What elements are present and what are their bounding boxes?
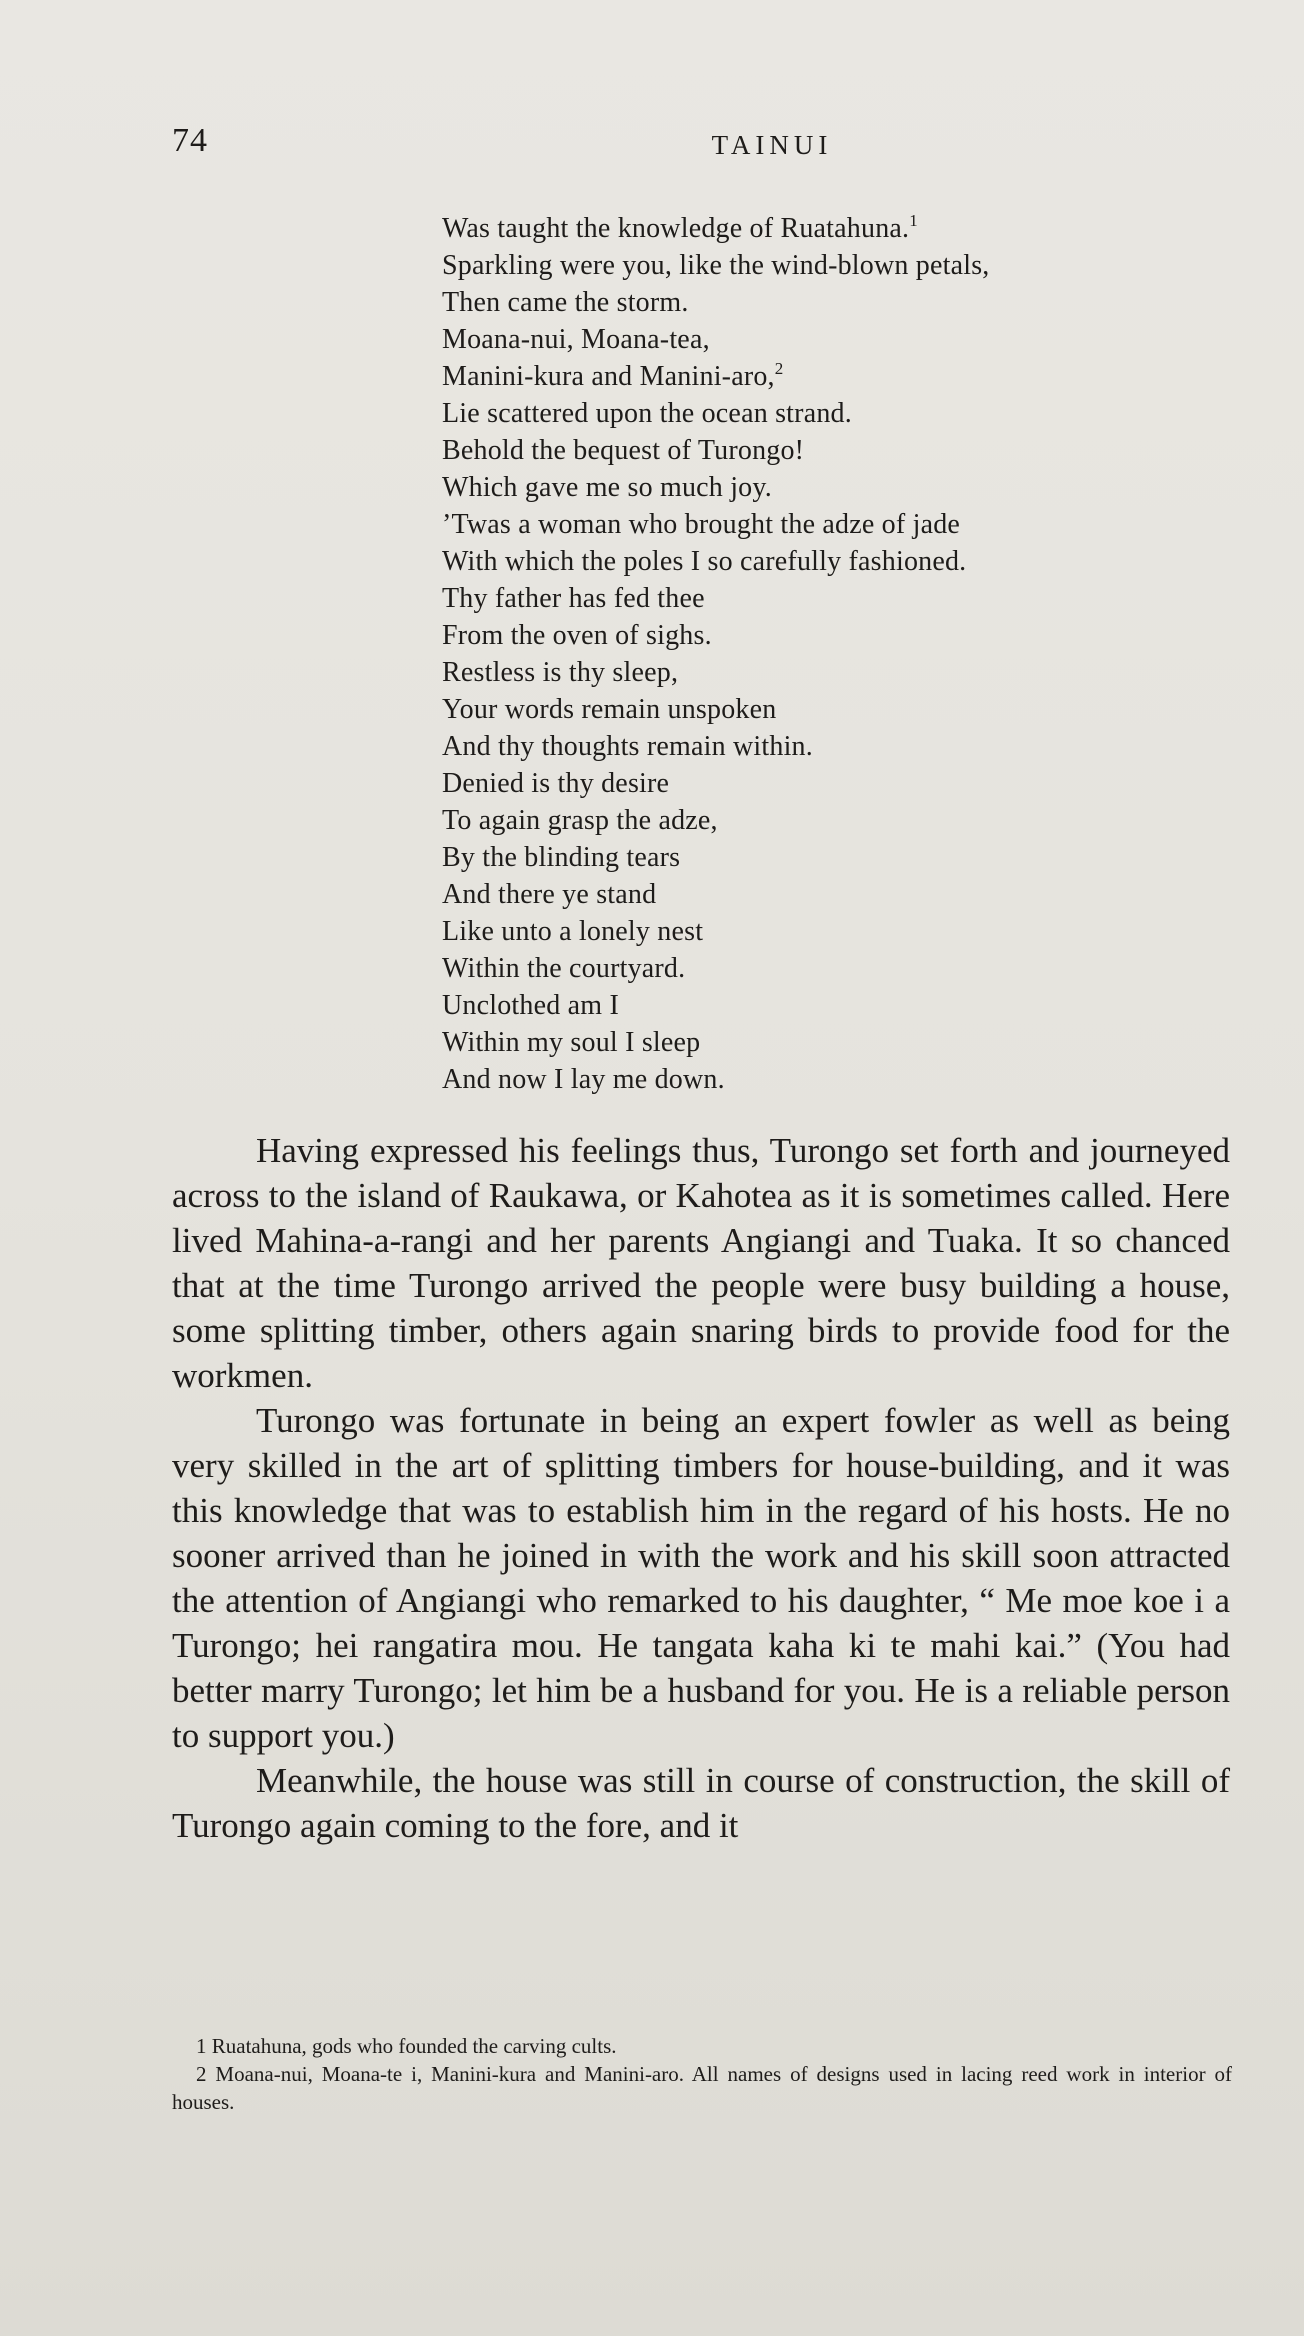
poem-line: Unclothed am I xyxy=(442,990,619,1021)
poem-line: Behold the bequest of Turongo! xyxy=(442,435,805,466)
poem-line: Denied is thy desire xyxy=(442,768,670,799)
poem-line: To again grasp the adze, xyxy=(442,805,718,836)
page-number: 74 xyxy=(172,122,208,159)
poem-line: Lie scattered upon the ocean strand. xyxy=(442,398,852,429)
poem-line: Which gave me so much joy. xyxy=(442,472,772,503)
poem-line: Restless is thy sleep, xyxy=(442,657,679,688)
poem-line: And there ye stand xyxy=(442,879,657,910)
poem-line: Like unto a lonely nest xyxy=(442,916,704,947)
poem-line: Your words remain unspoken xyxy=(442,694,777,725)
poem-line: Was taught the knowledge of Ruatahuna.$^1$ xyxy=(442,211,918,244)
footnote: 2 Moana-nui, Moana-te i, Manini-kura and Manini-aro. All names of designs used in lacing reed work in interior of houses. xyxy=(172,2062,1232,2114)
poem-line: And thy thoughts remain within. xyxy=(442,731,813,762)
poem-line: And now I lay me down. xyxy=(442,1064,725,1095)
paragraph: Having expressed his feelings thus, Turongo set forth and journeyed across to the island of Raukawa, or Kahotea as it is sometimes called. Here lived Mahina-a-rangi and her parents Angiangi and Tuaka. It so chanced that at the time Turongo arrived the people were busy building a house, some splitting timber, others again snaring birds to provide food for the workmen. xyxy=(172,1131,1230,1395)
poem-line: From the oven of sighs. xyxy=(442,620,712,651)
poem-line: Within the courtyard. xyxy=(442,953,686,984)
poem-line: Thy father has fed thee xyxy=(442,583,705,614)
poem-line: By the blinding tears xyxy=(442,842,681,873)
poem-line: ’Twas a woman who brought the adze of jade xyxy=(442,509,961,540)
body-text xyxy=(172,1128,1230,1848)
footnote: 1 Ruatahuna, gods who founded the carving cults. xyxy=(196,2034,617,2058)
footnotes xyxy=(172,2032,1232,2116)
poem-line: Manini-kura and Manini-aro,$^2$ xyxy=(442,359,784,392)
page-header xyxy=(172,122,1232,172)
footnote-mark: 1 xyxy=(909,211,918,230)
poem-line: Sparkling were you, like the wind-blown petals, xyxy=(442,250,990,281)
poem-line: Within my soul I sleep xyxy=(442,1027,701,1058)
poem-line: With which the poles I so carefully fashioned. xyxy=(442,546,967,577)
footnote-mark: 2 xyxy=(774,359,784,378)
paragraph: Meanwhile, the house was still in course of construction, the skill of Turongo again coming to the fore, and it xyxy=(172,1761,1230,1845)
poem-line: Then came the storm. xyxy=(442,287,689,318)
paragraph: Turongo was fortunate in being an expert fowler as well as being very skilled in the art of splitting timbers for house-building, and it was this knowledge that was to establish him in the regard of his hosts. He no sooner arrived than he joined in with the work and his skill soon attracted the attention of Angiangi who remarked to his daughter, “ Me moe koe i a Turongo; hei rangatira mou. He tangata kaha ki te mahi kai.” (You had better marry Turongo; let him be a husband for you. He is a reliable person to support you.) xyxy=(172,1401,1230,1755)
running-head: TAINUI xyxy=(711,130,833,160)
poem-line: Moana-nui, Moana-tea, xyxy=(442,324,710,355)
poem xyxy=(442,210,1202,1098)
